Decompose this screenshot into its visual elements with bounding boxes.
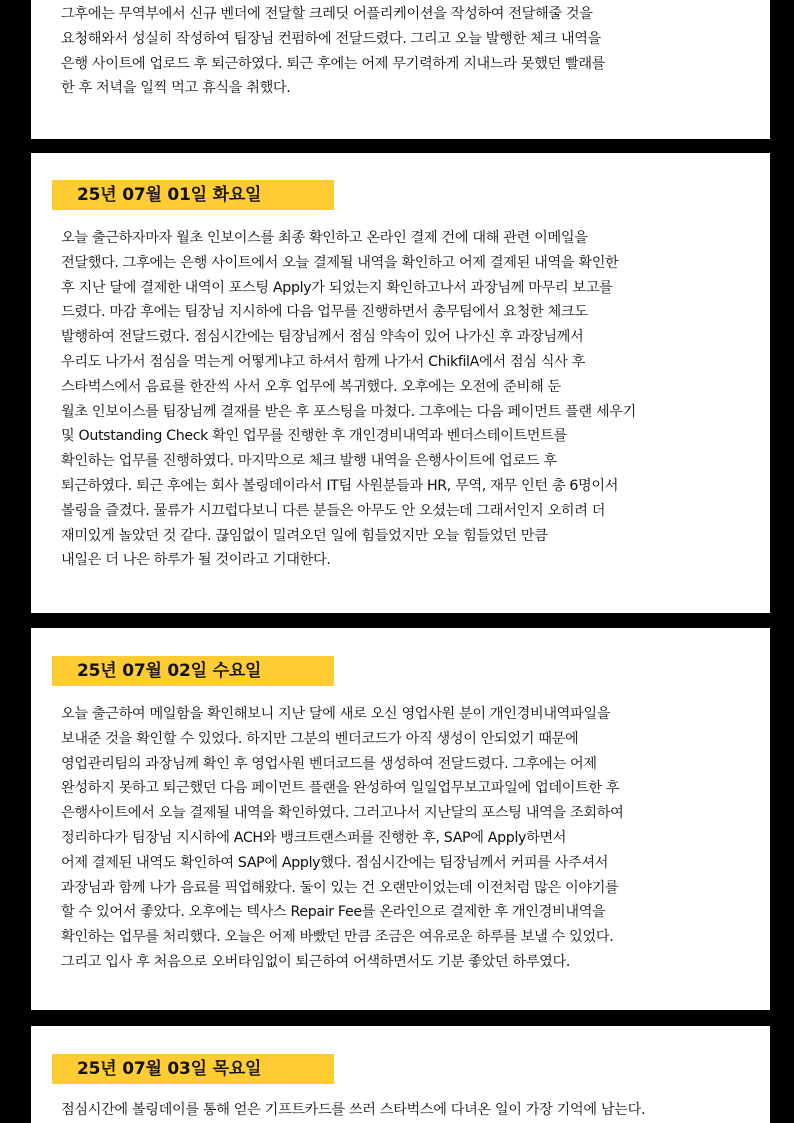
entry-line: 완성하지 못하고 퇴근했던 다음 페이먼트 플랜을 완성하여 일일업무보고파일에 업데이트한 후 [61, 780, 620, 797]
entry-line: 어제 결제된 내역도 확인하여 SAP에 Apply했다. 점심시간에는 팀장님께서 커피를 사주셔서 [61, 854, 609, 871]
entry-line: 및 Outstanding Check 확인 업무를 진행한 후 개인경비내역과 벤더스테이트먼트를 [61, 428, 567, 445]
entry-line: 후 지난 달에 결제한 내역이 포스팅 Apply가 되었는지 확인하고나서 과장님께 마무리 보고를 [61, 279, 613, 296]
entry-line: 한 후 저녁을 일찍 먹고 휴식을 취했다. [61, 80, 291, 97]
entry-line: 과장님과 함께 나가 음료를 픽업해왔다. 둘이 있는 건 오랜만이었는데 이전처럼 많은 이야기를 [61, 879, 619, 896]
entry-line: 그후에는 무역부에서 신규 벤더에 전달할 크레딧 어플리케이션을 작성하여 전달해줄 것을 [61, 6, 593, 22]
entry-line: 정리하다가 팀장님 지시하에 ACH와 뱅크트랜스퍼를 진행한 후, SAP에 Apply하면서 [61, 829, 567, 846]
entry-line: 우리도 나가서 점심을 먹는게 어떻게냐고 하셔서 함께 나가서 ChikfilA에서 점심 식사 후 [61, 353, 585, 370]
entry-line: 볼링을 즐겼다. 물류가 시끄럽다보니 다른 분들은 아무도 안 오셨는데 그래서인지 오히려 더 [61, 502, 606, 519]
entry-line: 점심시간에 볼링데이를 통해 얻은 기프트카드를 쓰러 스타벅스에 다녀온 일이 가장 기억에 남는다. [61, 1102, 646, 1118]
entry-line: 발행하여 전달드렸다. 점심시간에는 팀장님께서 점심 약속이 있어 나가신 후 과장님께서 [61, 329, 584, 346]
entry-line: 보내준 것을 확인할 수 있었다. 하지만 그분의 벤더코드가 아직 생성이 안되었기 때문에 [61, 730, 579, 747]
entry-line: 오늘 출근하자마자 월초 인보이스를 최종 확인하고 온라인 결제 건에 대해 관련 이메일을 [61, 230, 588, 246]
diary-entry-card [31, 1026, 770, 1123]
entry-line: 재미있게 놀았던 것 같다. 끊임없이 밀려오던 일에 힘들었지만 오늘 힘들었던 만큼 [61, 527, 548, 544]
entry-line: 은행사이트에서 오늘 결제될 내역을 확인하였다. 그러고나서 지난달의 포스팅 내역을 조회하여 [61, 805, 624, 822]
entry-line: 은행 사이트에 업로드 후 퇴근하였다. 퇴근 후에는 어제 무기력하게 지내느라 못했던 빨래를 [61, 55, 606, 72]
entry-date-heading: 25년 07월 03일 목요일 [52, 1054, 334, 1084]
entry-line: 드렸다. 마감 후에는 팀장님 지시하에 다음 업무를 진행하면서 총무팀에서 요청한 체크도 [61, 304, 588, 321]
diary-entry-card [31, 153, 770, 613]
diary-entry-card [31, 0, 770, 139]
entry-date-heading: 25년 07월 02일 수요일 [52, 656, 334, 686]
entry-line: 할 수 있어서 좋았다. 오후에는 텍사스 Repair Fee를 온라인으로 결제한 후 개인경비내역을 [61, 904, 606, 921]
entry-line: 영업관리팀의 과장님께 확인 후 영업사원 벤더코드를 생성하여 전달드렸다. 그후에는 어제 [61, 755, 597, 772]
entry-line: 그리고 입사 후 처음으로 오버타임없이 퇴근하여 어색하면서도 기분 좋았던 하루였다. [61, 953, 571, 970]
entry-line: 스타벅스에서 음료를 한잔씩 사서 오후 업무에 복귀했다. 오후에는 오전에 준비해 둔 [61, 378, 561, 395]
diary-entry-card [31, 628, 770, 1010]
entry-date-heading: 25년 07월 01일 화요일 [52, 180, 334, 210]
entry-line: 전달했다. 그후에는 은행 사이트에서 오늘 결제될 내역을 확인하고 어제 결제된 내역을 확인한 [61, 254, 619, 271]
entry-body [61, 226, 767, 573]
entry-line: 월초 인보이스를 팀장님께 결재를 받은 후 포스팅을 마쳤다. 그후에는 다음 페이먼트 플랜 세우기 [61, 403, 636, 420]
entry-line: 요청해와서 성실히 작성하여 팀장님 컨펌하에 전달드렸다. 그리고 오늘 발행한 체크 내역을 [61, 30, 601, 47]
entry-body [61, 702, 767, 975]
entry-line: 확인하는 업무를 처리했다. 오늘은 어제 바빴던 만큼 조금은 여유로운 하루를 보낼 수 있었다. [61, 929, 614, 946]
entry-body [61, 2, 767, 101]
entry-body [61, 1098, 767, 1123]
entry-line: 내일은 더 나은 하루가 될 것이라고 기대한다. [61, 552, 331, 569]
entry-line: 오늘 출근하여 메일함을 확인해보니 지난 달에 새로 오신 영업사원 분이 개인경비내역파일을 [61, 706, 611, 722]
entry-line: 퇴근하였다. 퇴근 후에는 회사 볼링데이라서 IT팀 사원분들과 HR, 무역, 재무 인턴 총 6명이서 [61, 477, 619, 494]
entry-line: 확인하는 업무를 진행하였다. 마지막으로 체크 발행 내역을 은행사이트에 업로드 후 [61, 453, 557, 470]
